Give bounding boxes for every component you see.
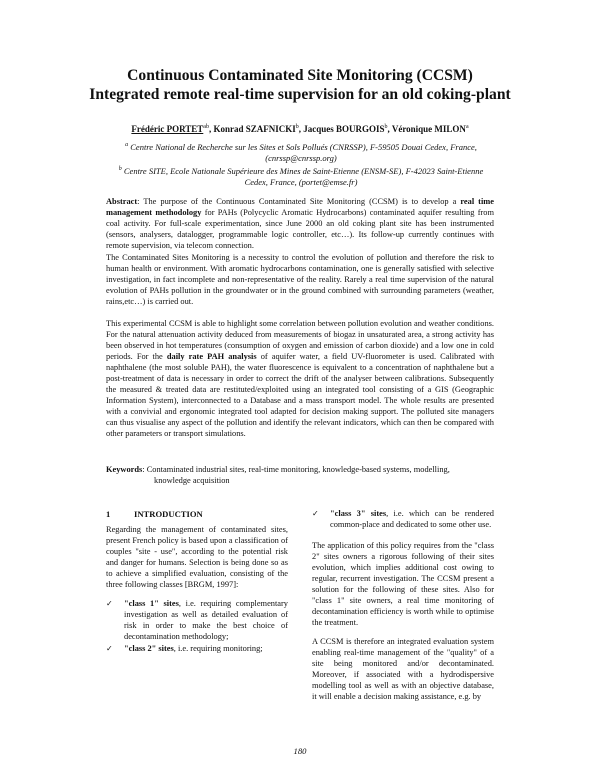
affiliation-a-marker: a [125,142,129,148]
author-2: , Konrad SZAFNICKI [208,124,296,134]
keywords-label: Keywords [106,465,143,474]
title-line-2: Integrated remote real-time supervision for an old coking-plant [89,86,511,103]
author-4-affil: a [465,124,469,130]
author-1-affil: ab [203,124,209,130]
abstract-p3-bold: daily rate PAH analysis [166,352,257,361]
abstract-p3-text-b: of aquifer water, a field UV-fluorometer is used. Calibrated with naphthalene (the most soluble PAH), the water fluorescence is equivalent to a concentration of naphthalene but a post-treatment of data is necessary in order to correct the drift of the analyser between calibrations. Subsequently the measured & treated data are restituted/exploited using an integrated tool consisting of a GIS (Geographic Information System), interconnected to a Database and a mass transport model. The whole results are presented with a convivial and ergonomic integrated tool adapted for decision making support. The polluted site managers can thus visualise any aspect of the pollution and identify the relevant indicators, which can then be compared with other parameters or transport simulations. [106,352,495,438]
section-title: INTRODUCTION [134,509,203,519]
class-3-label: "class 3" sites [330,509,387,518]
class-1-label: "class 1" sites [124,599,179,608]
section-heading-introduction [106,509,203,519]
check-icon: ✓ [106,599,113,608]
intro-paragraph-1: Regarding the management of contaminated sites, present French policy is based upon a classification of couples "site - use", according to the potential risk and danger for humans. Selection is being done so as to achieve a simplified evaluation, consisting of the three following classes [BRGM, 1997]: [106,525,288,589]
class-2-text: , i.e. requiring monitoring; [173,644,263,653]
list-item-class-1 [106,598,288,642]
paper-title [0,66,600,104]
check-icon: ✓ [106,644,113,653]
abstract-label: Abstract [106,197,138,206]
abstract-p1-text-b: for PAHs (Polycyclic Aromatic Hydrocarbons) contaminated aquifer resulting from coal activity. For full-scale experimentation, since June 2000 an old coking plant site has been instrumented (sensors, analysers, datalogger, programmable logic controller, etc…). Its follow-up currently continues with remote supervision, via telecom connection. [106,208,495,250]
abstract-p3-text-a: This experimental CCSM is able to highlight some correlation between pollution evolution and weather conditions. For the natural attenuation activity deduced from measurements of biogaz in unsaturated area, a strong activity has been observed in hot temperatures (consumption of oxygen and emission of carbon dioxide) and a low one in cold periods. For the [106,319,494,361]
section-number: 1 [106,509,111,519]
author-2-affil: b [295,124,299,130]
left-column [106,524,288,655]
page-number: 180 [293,746,307,756]
list-item-class-3 [312,508,494,530]
keywords-line-1: : Contaminated industrial sites, real-time monitoring, knowledge-based systems, modelling, [142,465,450,474]
abstract-paragraph-3 [106,318,494,439]
check-icon: ✓ [312,509,319,518]
affiliation-b [116,164,486,188]
author-4: , Véronique MILON [387,124,466,134]
keywords [106,464,494,486]
author-list [0,124,600,134]
author-3: , Jacques BOURGOIS [298,124,385,134]
abstract-p1-bold: real time management methodology [106,197,494,217]
abstract-paragraph-1 [106,196,494,251]
intro-paragraph-2: The application of this policy requires from the "class 2" sites owners a rigorous following of their sites evolution, which implies additional cost owing to regular, recurrent investigation. The CCSM present a solution for the following of these sites. Also for "class 1" site owners, a real time monitoring of decontamination efficiency is worth while to optimise the treatment. [312,541,494,627]
class-3-text: , i.e. which can be rendered common-place and dedicated to some other use. [330,509,494,529]
abstract-paragraph-2: The Contaminated Sites Monitoring is a necessity to control the evolution of pollution and therefore the risk to human health or environment. With aromatic hydrocarbons contamination, one is generally satisfied with selective investigation, in fact incomplete and non-representative of the reality. Rarely a real time supervision of the natural evolution of PAHs pollution in the groundwater or in the ground combined with surrounding parameters (weather, rains,etc…) is carried out. [106,253,494,306]
list-item-class-2 [106,643,288,654]
author-1: Frédéric PORTET [131,124,204,134]
intro-paragraph-3: A CCSM is therefore an integrated evaluation system enabling real-time management of the "quality" of a site being monitored and/or decontaminated. Moreover, if associated with a hydrodispersive modelling tool as well as with an objective database, it will enable a decision making assistance, e.g. by [312,637,494,701]
class-1-text: , i.e. requiring complementary investigation as well as detailed evaluation of risk in order to make the best choice of decontamination methodology; [124,599,288,641]
affiliation-b-marker: b [118,166,122,172]
affiliation-a-text: Centre National de Recherche sur les Sites et Sols Pollués (CNRSSP), F-59505 Douai Cedex, France, (cnrssp@cnrssp.org) [128,141,477,163]
title-line-1: Continuous Contaminated Site Monitoring (CCSM) [127,67,473,84]
abstract-p1-text-a: : The purpose of the Continuous Contaminated Site Monitoring (CCSM) is to develop a [137,197,461,206]
affiliation-a [116,140,486,164]
affiliation-b-text: Centre SITE, Ecole Nationale Supérieure des Mines de Saint-Etienne (ENSM-SE), F-42023 Saint-Etienne Cedex, France, (portet@emse.fr) [121,165,484,187]
author-3-affil: b [384,124,388,130]
keywords-line-2: knowledge acquisition [154,476,230,485]
right-column [312,508,494,710]
class-2-label: "class 2" sites [124,644,174,653]
